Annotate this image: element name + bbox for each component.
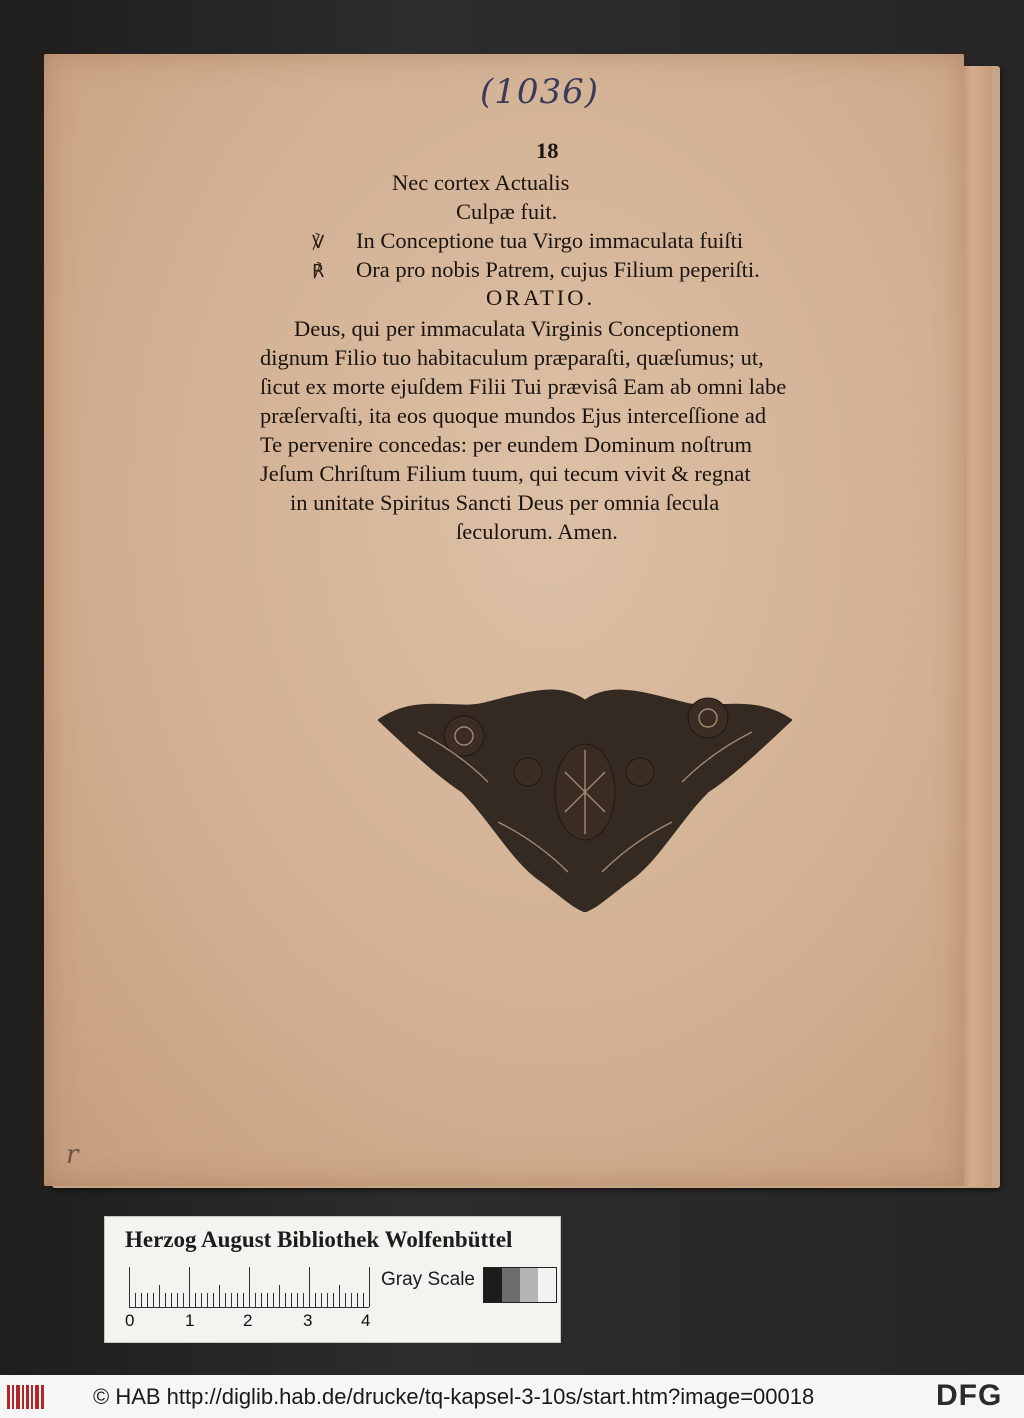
ruler-number: 1	[185, 1311, 195, 1330]
text-line-1: Nec cortex Actualis	[392, 170, 570, 195]
ruler-tick	[309, 1267, 310, 1307]
ruler-number: 2	[243, 1311, 253, 1330]
ruler-tick	[357, 1293, 358, 1307]
text-line-12: in unitate Spiritus Sancti Deus per omnia ſecula	[290, 490, 720, 515]
ruler-tick	[225, 1293, 226, 1307]
pencil-mark: r	[66, 1140, 79, 1170]
ruler	[129, 1267, 369, 1308]
library-name: Herzog August Bibliothek Wolfenbüttel	[125, 1227, 513, 1252]
ruler-tick	[291, 1293, 292, 1307]
ruler-number: 0	[125, 1311, 135, 1330]
ruler-tick	[303, 1293, 304, 1307]
ruler-tick	[129, 1267, 130, 1307]
ruler-number: 4	[361, 1311, 371, 1330]
text-line-2: Culpæ fuit.	[456, 199, 558, 224]
oratio-heading: ORATIO.	[486, 285, 596, 310]
ruler-tick	[315, 1293, 316, 1307]
gray-scale-label: Gray Scale	[381, 1269, 475, 1290]
text-line-6: Deus, qui per immaculata Virginis Conceptionem	[294, 316, 740, 341]
ruler-tick	[195, 1293, 196, 1307]
text-line-11: Jeſum Chriſtum Filium tuum, qui tecum vivit & regnat	[260, 461, 751, 486]
ruler-tick	[177, 1293, 178, 1307]
text-line-3: In Conceptione tua Virgo immaculata fuiſti	[356, 228, 744, 253]
ruler-tick	[171, 1293, 172, 1307]
ruler-tick	[147, 1293, 148, 1307]
ruler-tick	[207, 1293, 208, 1307]
ruler-tick	[183, 1293, 184, 1307]
gray-swatch	[484, 1268, 502, 1302]
ruler-tick	[279, 1285, 280, 1307]
versicle-mark: ℣	[312, 232, 325, 252]
gray-swatch	[502, 1268, 520, 1302]
ruler-tick	[261, 1293, 262, 1307]
ruler-tick	[321, 1293, 322, 1307]
ruler-tick	[213, 1293, 214, 1307]
hab-barcode-icon	[6, 1382, 46, 1412]
ruler-tick	[189, 1267, 190, 1307]
gray-scale-swatches	[483, 1267, 557, 1303]
ruler-tick	[165, 1293, 166, 1307]
text-line-8: ſicut ex morte ejuſdem Filii Tui prævisâ Eam ab omni labe	[260, 374, 787, 399]
ruler-tick	[219, 1285, 220, 1307]
response-mark: ℟	[312, 261, 325, 281]
copyright-url: © HAB http://diglib.hab.de/drucke/tq-kapsel-3-10s/start.htm?image=00018	[93, 1384, 815, 1409]
ruler-tick	[237, 1293, 238, 1307]
ruler-tick	[249, 1267, 250, 1307]
ruler-tick	[285, 1293, 286, 1307]
page-number: 18	[536, 138, 559, 163]
ruler-tick	[369, 1267, 370, 1307]
ruler-tick	[255, 1293, 256, 1307]
ruler-tick	[201, 1293, 202, 1307]
footer-bar	[0, 1375, 1024, 1418]
text-line-10: Te pervenire concedas: per eundem Dominum noſtrum	[260, 432, 753, 457]
ruler-tick	[327, 1293, 328, 1307]
ruler-tick	[297, 1293, 298, 1307]
archive-number: (1036)	[480, 72, 600, 112]
floral-ornament	[378, 672, 792, 912]
gray-scale-card	[104, 1216, 561, 1343]
text-line-9: præſervaſti, ita eos quoque mundos Ejus interceſſione ad	[260, 403, 767, 428]
ruler-tick	[363, 1293, 364, 1307]
gray-swatch	[520, 1268, 538, 1302]
ruler-tick	[231, 1293, 232, 1307]
ruler-tick	[351, 1293, 352, 1307]
ruler-tick	[339, 1285, 340, 1307]
ruler-tick	[135, 1293, 136, 1307]
ruler-tick	[345, 1293, 346, 1307]
ruler-tick	[243, 1293, 244, 1307]
text-line-7: dignum Filio tuo habitaculum præparaſti, quæſumus; ut,	[260, 345, 764, 370]
ruler-tick	[333, 1293, 334, 1307]
text-line-13: ſeculorum. Amen.	[456, 519, 618, 544]
ruler-tick	[141, 1293, 142, 1307]
ruler-tick	[267, 1293, 268, 1307]
ruler-tick	[159, 1285, 160, 1307]
gray-swatch	[538, 1268, 556, 1302]
dfg-logo: DFG	[936, 1379, 1003, 1412]
ruler-tick	[273, 1293, 274, 1307]
ruler-tick	[153, 1293, 154, 1307]
ruler-number: 3	[303, 1311, 313, 1330]
text-line-4: Ora pro nobis Patrem, cujus Filium peperiſti.	[356, 257, 760, 282]
